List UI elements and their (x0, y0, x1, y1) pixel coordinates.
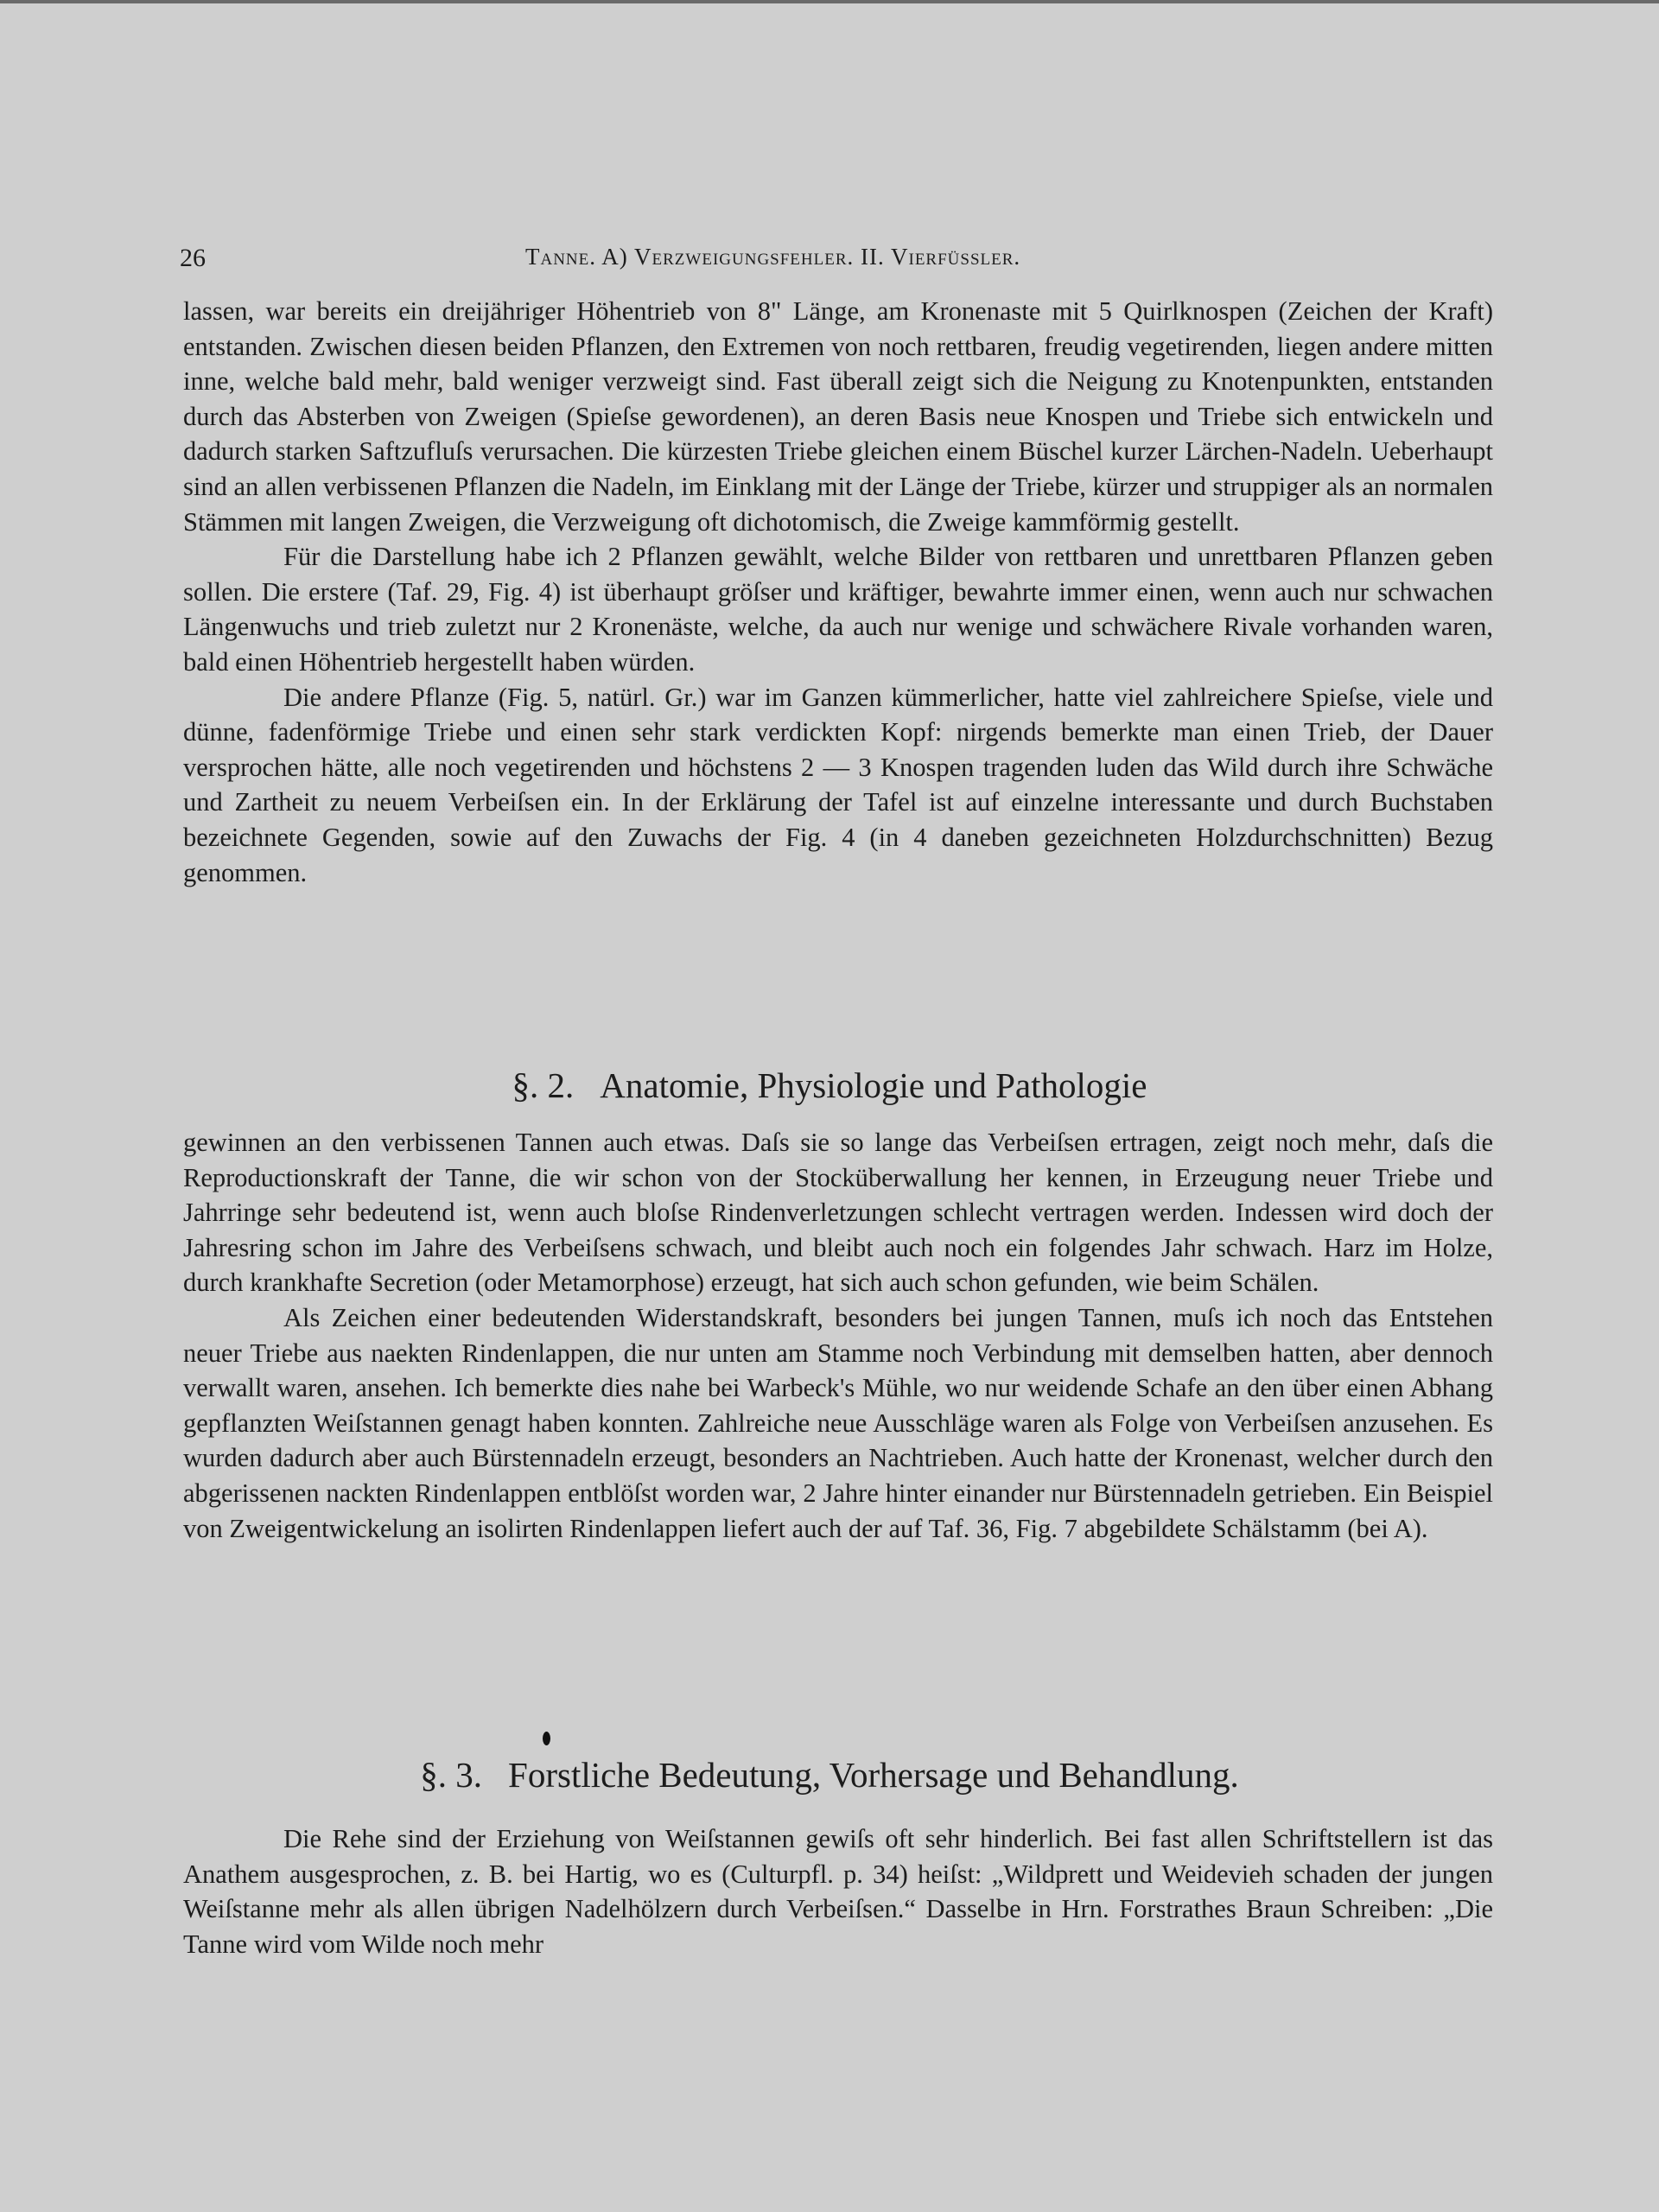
page-edge (0, 0, 1659, 3)
paragraph: Die andere Pflanze (Fig. 5, natürl. Gr.) war im Ganzen kümmerlicher, hatte viel zahlreichere Spieſse, viele und dünne, fadenförmige Triebe und einen sehr stark verdickten Kopf: nirgends bemerkte man einen Trieb, der Dauer versprochen hätte, alle noch vegetirenden und höchstens 2 — 3 Knospen tragenden luden das Wild durch ihre Schwäche und Zartheit zu neuem Verbeiſsen ein. In der Erklärung der Tafel ist auf einzelne interessante und durch Buchstaben bezeichnete Gegenden, sowie auf den Zuwachs der Fig. 4 (in 4 daneben gezeichneten Holzdurchschnitten) Bezug genommen. (183, 682, 1493, 887)
running-head: Tanne. A) Verzweigungsfehler. II. Vierfüssler. (525, 244, 1021, 270)
paragraph: gewinnen an den verbissenen Tannen auch etwas. Daſs sie so lange das Verbeiſsen ertragen, zeigt noch mehr, daſs die Reproductionskraft der Tanne, die wir schon von der Stocküberwallung her kennen, in Erzeugung neuer Triebe und Jahrringe sehr bedeutend ist, wenn auch bloſse Rindenverletzungen schlecht vertragen werden. Indessen wird doch der Jahresring schon im Jahre des Verbeiſsens schwach, und bleibt auch noch ein folgendes Jahr schwach. Harz im Holze, durch krankhafte Secretion (oder Metamorphose) erzeugt, hat sich auch schon gefunden, wie beim Schälen. (183, 1128, 1493, 1298)
section-title: Forstliche Bedeutung, Vorhersage und Behandlung. (508, 1755, 1239, 1795)
section-heading-2 (0, 1065, 1659, 1106)
text-block-3 (183, 1821, 1493, 1961)
paragraph: Die Rehe sind der Erziehung von Weiſstannen gewiſs oft sehr hinderlich. Bei fast allen Schriftstellern ist das Anathem ausgesprochen, z. B. bei Hartig, wo es (Culturpfl. p. 34) heiſst: „Wildprett und Weidevieh schaden der jungen Weiſstanne mehr als allen übrigen Nadelhölzern durch Verbeiſsen.“ Dasselbe in Hrn. Forstrathes Braun Schreiben: „Die Tanne wird vom Wilde noch mehr (183, 1824, 1493, 1959)
ink-spot (543, 1732, 550, 1745)
section-heading-3 (0, 1754, 1659, 1796)
section-title: Anatomie, Physiologie und Pathologie (600, 1065, 1147, 1105)
page-header (180, 244, 1500, 278)
page-number: 26 (180, 244, 206, 272)
paragraph: Für die Darstellung habe ich 2 Pflanzen gewählt, welche Bilder von rettbaren und unrettbaren Pflanzen geben sollen. Die erstere (Taf. 29, Fig. 4) ist überhaupt gröſser und kräftiger, bewahrte immer einen, wenn auch nur schwachen Längenwuchs und trieb zuletzt nur 2 Kronenäste, welche, da auch nur wenige und schwächere Rivale vorhanden waren, bald einen Höhentrieb hergestellt haben würden. (183, 542, 1493, 677)
section-number: §. 2. (512, 1065, 575, 1105)
paragraph: Als Zeichen einer bedeutenden Widerstandskraft, besonders bei jungen Tannen, muſs ich noch das Entstehen neuer Triebe aus naekten Rindenlappen, die nur unten am Stamme noch Verbindung mit demselben hatten, aber dennoch verwallt waren, ansehen. Ich bemerkte dies nahe bei Warbeck's Mühle, wo nur weidende Schafe an den über einen Abhang gepflanzten Weiſstannen genagt haben konnten. Zahlreiche neue Ausschläge waren als Folge von Verbeiſsen anzusehen. Es wurden dadurch aber auch Bürstennadeln erzeugt, besonders an Nachtrieben. Auch hatte der Kronenast, welcher durch den abgerissenen nackten Rindenlappen entblöſst worden war, 2 Jahre hinter einander nur Bürstennadeln getrieben. Ein Beispiel von Zweigentwickelung an isolirten Rindenlappen liefert auch der auf Taf. 36, Fig. 7 abgebildete Schälstamm (bei A). (183, 1302, 1493, 1543)
paragraph: lassen, war bereits ein dreijähriger Höhentrieb von 8" Länge, am Kronenaste mit 5 Quirlknospen (Zeichen der Kraft) entstanden. Zwischen diesen beiden Pflanzen, den Extremen von noch rettbaren, freudig vegetirenden, liegen andere mitten inne, welche bald mehr, bald weniger verzweigt sind. Fast überall zeigt sich die Neigung zu Knotenpunkten, entstanden durch das Absterben von Zweigen (Spieſse gewordenen), an deren Basis neue Knospen und Triebe sich entwickeln und dadurch starken Saftzufluſs verursachen. Die kürzesten Triebe gleichen einem Büschel kurzer Lärchen-Nadeln. Ueberhaupt sind an allen verbissenen Pflanzen die Nadeln, im Einklang mit der Länge der Triebe, kürzer und struppiger als an normalen Stämmen mit langen Zweigen, die Verzweigung oft dichotomisch, die Zweige kammförmig gestellt. (183, 296, 1493, 537)
text-block-2 (183, 1125, 1493, 1546)
section-number: §. 3. (420, 1755, 483, 1795)
text-block-1 (183, 294, 1493, 890)
